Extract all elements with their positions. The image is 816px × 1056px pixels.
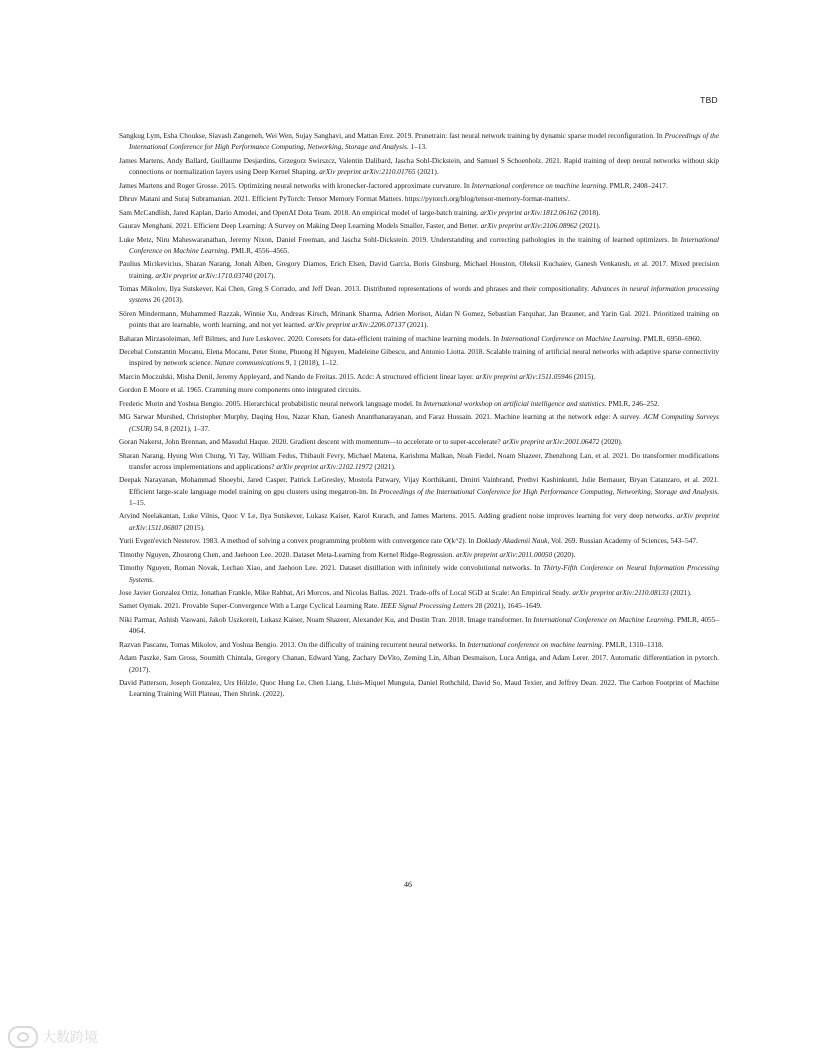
watermark-logo-icon xyxy=(8,1026,38,1048)
reference-text: Gordon E Moore et al. 1965. Cramming more components onto integrated circuits. xyxy=(119,385,361,395)
reference-text: Paulius Micikevicius, Sharan Narang, Jonah Alben, Gregory Diamos, Erich Elsen, David Garcia, Boris Ginsburg, Michael Houston, Oleksii Kuchaiev, Ganesh Venkatesh, et al. 2017. Mixed precision training. xyxy=(119,259,719,280)
reference-text: (2021). xyxy=(405,320,429,330)
reference-entry xyxy=(119,346,719,369)
reference-venue: Doklady Akademii Nauk xyxy=(476,536,548,546)
reference-text: . PMLR, 6950–6960. xyxy=(639,333,702,343)
reference-entry xyxy=(119,308,719,331)
reference-venue: arXiv preprint arXiv:2206.07137 xyxy=(308,320,406,330)
reference-text: Sam McCandlish, Jared Kaplan, Dario Amodei, and OpenAI Dota Team. 2018. An empirical model of large-batch training. xyxy=(119,207,481,217)
reference-text: Niki Parmar, Ashish Vaswani, Jakob Uszkoreit, Lukasz Kaiser, Noam Shazeer, Alexander Ku, and Dustin Tran. 2018. Image transformer. In xyxy=(119,614,534,624)
reference-text: Baharan Mirzasoleiman, Jeff Bilmes, and Jure Leskovec. 2020. Coresets for data-efficient training of machine learning models. In xyxy=(119,333,501,343)
reference-venue: Proceedings of the International Conference for High Performance Computing, Networking, Storage and Analysis xyxy=(129,131,719,152)
reference-venue: arXiv preprint arXiv:2110.08133 xyxy=(572,588,669,597)
reference-venue: arXiv preprint arXiv:2106.08962 xyxy=(480,221,578,231)
reference-venue: ACM Computing Surveys (CSUR) xyxy=(129,412,719,433)
reference-venue: arXiv preprint arXiv:2102.11972 xyxy=(276,461,373,471)
reference-text: (2015). xyxy=(572,371,596,381)
reference-text: . 1–15. xyxy=(129,486,719,507)
reference-venue: Nature communications xyxy=(214,358,284,368)
reference-venue: International conference on machine learning xyxy=(471,180,606,190)
reference-entry xyxy=(119,600,719,611)
reference-text: . PMLR, 4556–4565. xyxy=(227,245,290,255)
reference-text: Luke Metz, Niru Maheswaranathan, Jeremy Nixon, Daniel Freeman, and Jascha Sohl-Dickstein. 2019. Understanding and correcting pathologies in the training of learned optimizers. In xyxy=(119,234,681,244)
reference-entry xyxy=(119,450,719,473)
reference-text: James Martens and Roger Grosse. 2015. Optimizing neural networks with kronecker-factored approximate curvature. In xyxy=(119,180,472,190)
reference-entry xyxy=(119,398,719,409)
reference-text: (2021). xyxy=(415,167,439,177)
reference-text: . PMLR, 1310–1318. xyxy=(601,639,664,649)
reference-text: (2021). xyxy=(577,221,601,231)
reference-text: Yurii Evgen'evich Nesterov. 1983. A method of solving a convex programming problem with convergence rate O(k^2). In xyxy=(119,536,477,546)
reference-list xyxy=(119,130,719,702)
reference-venue: arXiv preprint arXiv:1511.05946 xyxy=(475,371,572,381)
reference-venue: Proceedings of the International Conference for High Performance Computing, Networking, Storage and Analysis xyxy=(378,486,718,496)
reference-entry xyxy=(119,549,719,560)
reference-entry xyxy=(119,220,719,231)
reference-entry xyxy=(119,411,719,434)
reference-text: (2020). xyxy=(599,437,623,447)
reference-text: (2021). xyxy=(668,588,692,597)
reference-text: James Martens, Andy Ballard, Guillaume Desjardins, Grzegorz Swirszcz, Valentin Dalibard, Jascha Sohl-Dickstein, and Samuel S Schoenholz. 2021. Rapid training of deep neural networks without skip connections or normalization layers using Deep Kernel Shaping. xyxy=(119,155,719,177)
reference-entry xyxy=(119,652,719,675)
reference-text: Dhruv Matani and Suraj Subramanian. 2021. Efficient PyTorch: Tensor Memory Format Matters. https://pytorch.org/blog/tensor-memory-format-matters/. xyxy=(119,194,570,204)
reference-text: Frederic Morin and Yoshua Bengio. 2005. Hierarchical probabilistic neural network language model. In xyxy=(119,398,424,408)
reference-entry xyxy=(119,474,719,508)
reference-text: Deepak Narayanan, Mohammad Shoeybi, Jared Casper, Patrick LeGresley, Mostofa Patwary, Vijay Korthikanti, Dmitri Vainbrand, Prethvi Kashinkunti, Julie Bernauer, Bryan Catanzaro, et al. 2021. Efficient large-scale language model training on gpu clusters using megatron-lm. In xyxy=(119,475,719,496)
reference-venue: arXiv preprint arXiv:2110.01765 xyxy=(319,167,416,177)
reference-text: (2017). xyxy=(252,270,276,280)
reference-entry xyxy=(119,283,719,306)
reference-venue: Thirty-Fifth Conference on Neural Information Processing Systems xyxy=(129,563,719,584)
reference-text: (2015). xyxy=(181,522,205,532)
reference-venue: arXiv preprint arXiv:2001.06472 xyxy=(502,437,600,447)
reference-venue: arXiv preprint arXiv:1812.06162 xyxy=(480,207,578,217)
reference-text: 54, 8 (2021), 1–37. xyxy=(152,423,210,433)
reference-entry xyxy=(119,436,719,447)
reference-entry xyxy=(119,535,719,546)
reference-text: (2021). xyxy=(372,461,396,471)
reference-text: (2020). xyxy=(552,549,576,559)
reference-venue: International Conference on Machine Learning xyxy=(129,234,719,255)
reference-entry xyxy=(119,384,719,395)
reference-text: MG Sarwar Murshed, Christopher Murphy, Daqing Hou, Nazar Khan, Ganesh Ananthanarayanan, and Faraz Hussain. 2021. Machine learning at the network edge: A survey. xyxy=(119,412,644,422)
reference-text: . PMLR, 4055–4064. xyxy=(129,614,719,636)
reference-text: Gaurav Menghani. 2021. Efficient Deep Learning: A Survey on Making Deep Learning Models Smaller, Faster, and Better. xyxy=(119,221,481,231)
reference-entry xyxy=(119,562,719,585)
reference-venue: International workshop on artificial intelligence and statistics xyxy=(423,398,605,408)
reference-text: 26 (2013). xyxy=(151,295,184,305)
running-header: TBD xyxy=(700,95,718,105)
reference-venue: arXiv preprint arXiv:1710.03740 xyxy=(155,270,253,280)
reference-text: . xyxy=(152,574,154,584)
reference-text: 9, 1 (2018), 1–12. xyxy=(283,358,339,368)
watermark xyxy=(8,1026,98,1048)
reference-entry xyxy=(119,371,719,382)
reference-text: 28 (2021), 1645–1649. xyxy=(473,601,542,611)
reference-text: Marcin Moczulski, Misha Denil, Jeremy Appleyard, and Nando de Freitas. 2015. Acdc: A structured efficient linear layer. xyxy=(119,371,476,381)
reference-entry xyxy=(119,180,719,191)
reference-text: . 1–13. xyxy=(406,142,427,152)
reference-text: David Patterson, Joseph Gonzalez, Urs Hölzle, Quoc Hung Le, Chen Liang, Lluis-Miquel Munguia, Daniel Rothchild, David So, Maud Texier, and Jeffrey Dean. 2022. The Carbon Footprint of Machine Learning Training Will Plateau, Then Shrink. (2022). xyxy=(119,678,719,699)
reference-entry xyxy=(119,510,719,533)
reference-venue: International Conference on Machine Learning xyxy=(533,614,674,624)
reference-entry xyxy=(119,614,719,637)
reference-text: Samet Oymak. 2021. Provable Super-Convergence With a Large Cyclical Learning Rate. xyxy=(119,601,381,611)
reference-text: Jose Javier Gonzalez Ortiz, Jonathan Frankle, Mike Rabbat, Ari Morcos, and Nicolas Ballas. 2021. Trade-offs of Local SGD at Scale: An Empirical Study. xyxy=(119,588,573,597)
reference-text: Sharan Narang, Hyung Won Chung, Yi Tay, William Fedus, Thibault Fevry, Michael Matena, Karishma Malkan, Noah Fiedel, Noam Shazeer, Zhenzhong Lan, et al. 2021. Do transformer modifications transfer across implementations and applications? xyxy=(119,450,719,471)
reference-venue: International Conference on Machine Learning xyxy=(500,333,640,343)
reference-venue: Advances in neural information processing systems xyxy=(129,284,719,305)
reference-entry xyxy=(119,587,719,598)
reference-text: Goran Nakerst, John Brennan, and Masudul Haque. 2020. Gradient descent with momentum—to accelerate or to super-accelerate? xyxy=(119,437,503,447)
watermark-text: 大数跨境 xyxy=(42,1030,98,1046)
reference-entry xyxy=(119,333,719,344)
reference-venue: arXiv preprint arXiv:1511.06807 xyxy=(129,511,719,532)
reference-entry xyxy=(119,193,719,204)
reference-text: Tomas Mikolov, Ilya Sutskever, Kai Chen, Greg S Corrado, and Jeff Dean. 2013. Distributed representations of words and phrases and their compositionality. xyxy=(119,284,592,294)
reference-entry xyxy=(119,639,719,650)
reference-text: (2018). xyxy=(577,207,601,217)
reference-text: Arvind Neelakantan, Luke Vilnis, Quoc V Le, Ilya Sutskever, Lukasz Kaiser, Karol Kurach, and James Martens. 2015. Adding gradient noise improves learning for very deep networks. xyxy=(119,511,677,521)
reference-text: Sangkug Lym, Esha Choukse, Siavash Zangeneh, Wei Wen, Sujay Sanghavi, and Mattan Erez. 2019. Prunetrain: fast neural network training by dynamic sparse model reconfiguration. In xyxy=(119,131,665,140)
reference-entry xyxy=(119,155,719,178)
reference-venue: International conference on machine learning xyxy=(467,639,602,649)
reference-venue: IEEE Signal Processing Letters xyxy=(380,601,474,611)
reference-venue: arXiv preprint arXiv:2011.00050 xyxy=(455,549,553,559)
reference-text: . PMLR, 2408–2417. xyxy=(605,180,668,190)
reference-entry xyxy=(119,207,719,218)
reference-text: Decebal Constantin Mocanu, Elena Mocanu, Peter Stone, Phuong H Nguyen, Madeleine Gibescu, and Antonio Liotta. 2018. Scalable training of artificial neural networks with adaptive sparse connectivity inspired by network science. xyxy=(119,347,719,368)
reference-text: . PMLR, 246–252. xyxy=(604,398,660,408)
reference-text: Sören Mindermann, Muhammed Razzak, Winnie Xu, Andreas Kirsch, Mrinank Sharma, Adrien Morisot, Aidan N Gomez, Sebastian Farquhar, Jan Brauner, and Yarin Gal. 2021. Prioritized training on points that are learnable, worth learning, and not yet learned. xyxy=(119,308,719,330)
reference-text: Adam Paszke, Sam Gross, Soumith Chintala, Gregory Chanan, Edward Yang, Zachary DeVito, Zeming Lin, Alban Desmaison, Luca Antiga, and Adam Lerer. 2017. Automatic differentiation in pytorch. (2017). xyxy=(119,653,719,674)
reference-entry xyxy=(119,677,719,700)
page-number: 46 xyxy=(404,880,412,889)
reference-text: Razvan Pascanu, Tomas Mikolov, and Yoshua Bengio. 2013. On the difficulty of training recurrent neural networks. In xyxy=(119,639,468,649)
reference-entry xyxy=(119,130,719,153)
reference-text: , Vol. 269. Russian Academy of Sciences, 543–547. xyxy=(547,536,698,546)
reference-entry xyxy=(119,258,719,281)
reference-text: Timothy Nguyen, Roman Novak, Lechao Xiao, and Jaehoon Lee. 2021. Dataset distillation with infinitely wide convolutional networks. In xyxy=(119,563,543,573)
reference-text: Timothy Nguyen, Zhourong Chen, and Jaehoon Lee. 2020. Dataset Meta-Learning from Kernel Ridge-Regression. xyxy=(119,549,456,559)
reference-entry xyxy=(119,234,719,257)
